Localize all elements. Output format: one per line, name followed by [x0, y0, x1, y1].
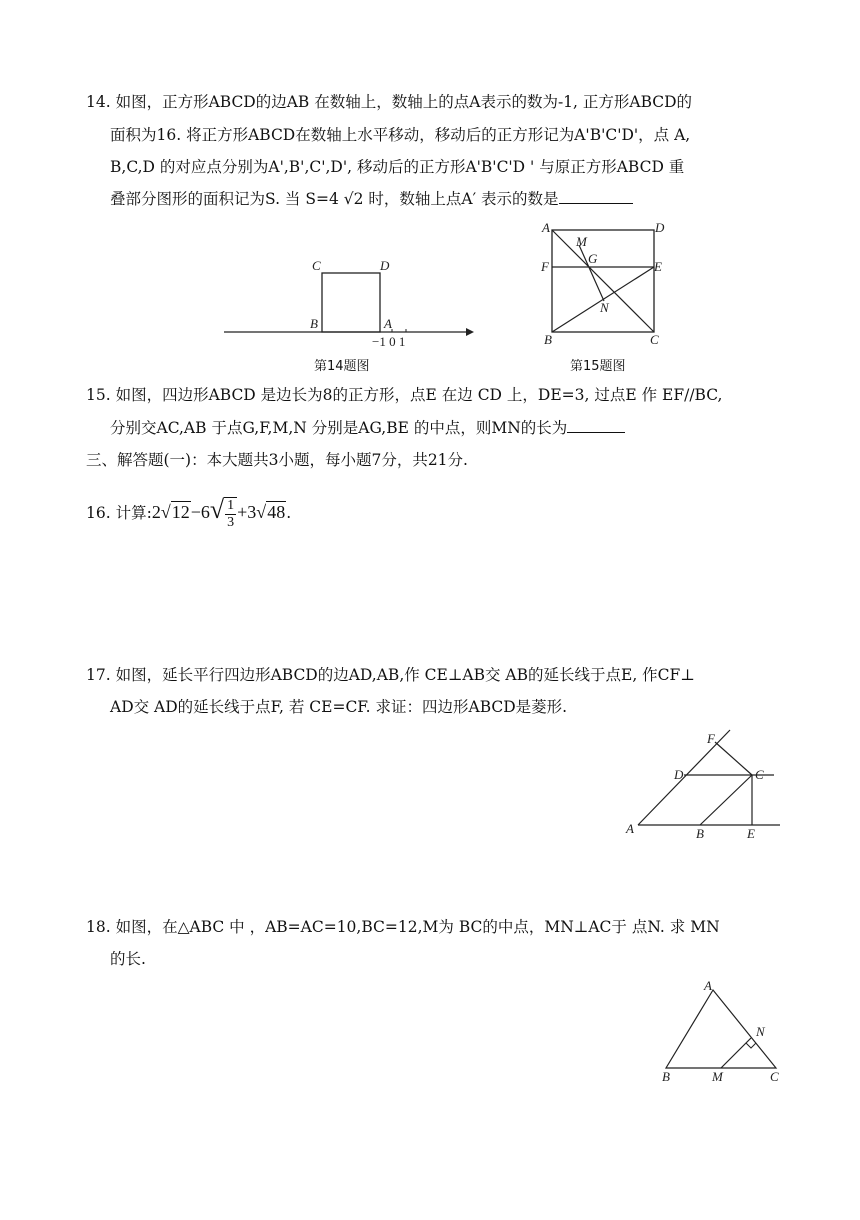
fig17-label-c: C: [755, 767, 764, 782]
fig14-label-d: D: [380, 258, 390, 273]
fig14-label-c: C: [312, 258, 321, 273]
fig18-label-c: C: [770, 1069, 779, 1084]
diagonal-ac: [552, 230, 654, 332]
fig15-label-c: C: [650, 332, 659, 347]
q18-line-1: 18. 如图，在△ABC 中 ，AB=AC=10,BC=12,M为 BC的中点，MN⊥AC于 点N. 求 MN: [86, 918, 720, 936]
q15-line-2: [110, 418, 625, 438]
fig17-label-a: A: [626, 821, 634, 836]
q14-answer-blank[interactable]: [559, 189, 633, 204]
fig15-label-g: G: [588, 251, 598, 266]
line-ad-extended: [638, 730, 730, 825]
segment-bc: [700, 775, 752, 825]
fig14-label-b: B: [310, 316, 318, 331]
q16-term3-radicand: 48: [267, 502, 286, 522]
fig15-label-f: F: [541, 259, 549, 274]
fig17-label-e: E: [747, 826, 755, 841]
q15-line-1: 15. 如图，四边形ABCD 是边长为8的正方形，点E 在边 CD 上，DE=3, 过点E 作 EF//BC,: [86, 386, 723, 404]
fig18-label-m: M: [712, 1069, 723, 1084]
fig14-label-a: A: [384, 316, 392, 331]
axis-arrow-icon: [466, 328, 474, 336]
fig18-label-a: A: [704, 978, 712, 993]
fig17-label-f: F: [707, 731, 715, 746]
fig15-label-b: B: [544, 332, 552, 347]
q14-line-2: 面积为16. 将正方形ABCD在数轴上水平移动，移动后的正方形记为A'B'C'D'，点 A,: [110, 126, 691, 144]
q16-end: .: [286, 504, 292, 522]
fig15-label-d: D: [655, 220, 665, 235]
segment-mn: [721, 1038, 751, 1068]
q14-line-3: B,C,D 的对应点分别为A',B',C',D', 移动后的正方形A'B'C'D ' 与原正方形ABCD 重: [110, 158, 685, 176]
fig17-label-d: D: [674, 767, 684, 782]
q14-line-4-text: 叠部分图形的面积记为S. 当 S=4 √2 时，数轴上点A′ 表示的数是: [110, 190, 559, 208]
fig15-label-a: A: [542, 220, 550, 235]
section-heading: 三、解答题(一)：本大题共3小题，每小题7分，共21分.: [86, 451, 468, 469]
q16-term3-coef: +3: [237, 502, 257, 522]
figure-18: [658, 978, 782, 1086]
fig15-label-m: M: [576, 234, 587, 249]
square-abcd: [322, 273, 380, 332]
right-angle-mark: [746, 1043, 756, 1048]
q17-line-2: AD交 AD的延长线于点F, 若 CE=CF. 求证：四边形ABCD是菱形.: [110, 698, 568, 716]
q16-prefix: 16. 计算:: [86, 504, 152, 522]
q16-line: [86, 492, 291, 531]
q18-line-2: 的长.: [110, 950, 146, 968]
fig14-tick-labels: −1 0 1: [372, 334, 406, 349]
figure-15-caption: 第15题图: [570, 359, 626, 374]
q15-answer-blank[interactable]: [567, 418, 625, 433]
fig15-label-n: N: [600, 300, 609, 315]
fig17-label-b: B: [696, 826, 704, 841]
q16-term1-radicand: 12: [171, 502, 190, 522]
q14-line-4: [110, 189, 633, 209]
q15-line-2-text: 分别交AC,AB 于点G,F,M,N 分别是AG,BE 的中点，则MN的长为: [110, 419, 568, 437]
fig15-label-e: E: [654, 259, 662, 274]
figure-15: [536, 218, 676, 350]
figure-14: [220, 250, 480, 355]
q16-term1-coef: 2: [151, 502, 161, 522]
q16-term2-fraction: $\frac{1}{3}$: [224, 497, 237, 531]
fig18-label-n: N: [756, 1024, 765, 1039]
segment-cf: [715, 742, 752, 775]
fig18-label-b: B: [662, 1069, 670, 1084]
figure-17: [622, 727, 784, 843]
q16-expression: 2√12−6√ $\frac{1}{3}$ +3√48: [151, 495, 286, 530]
q14-line-1: 14. 如图，正方形ABCD的边AB 在数轴上，数轴上的点A表示的数为-1, 正方形ABCD的: [86, 93, 693, 111]
q17-line-1: 17. 如图，延长平行四边形ABCD的边AD,AB,作 CE⊥AB交 AB的延长线于点E, 作CF⊥: [86, 666, 695, 684]
figure-14-caption: 第14题图: [314, 359, 370, 374]
q16-term2-coef: −6: [190, 502, 210, 522]
